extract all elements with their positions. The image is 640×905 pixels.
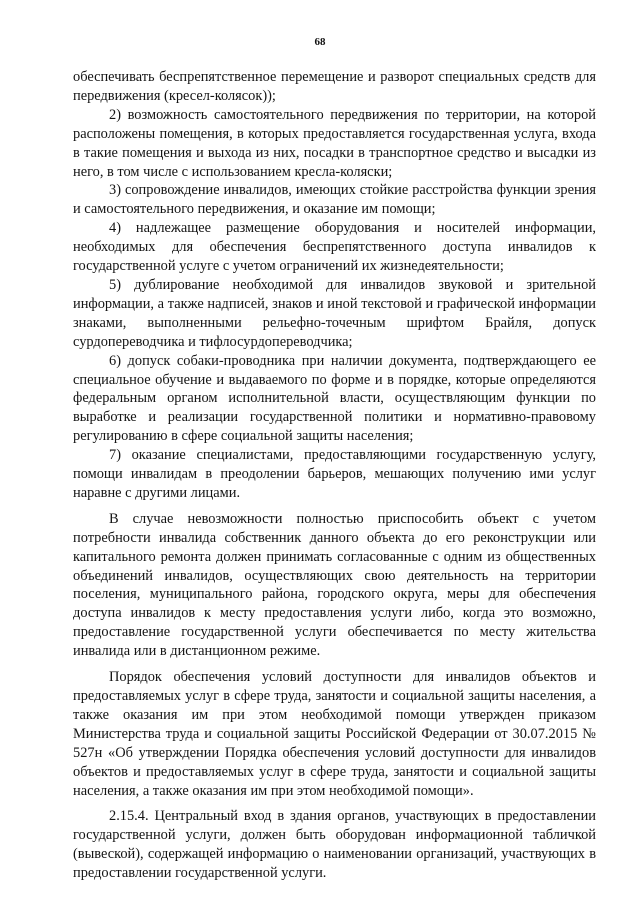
list-item-2: 2) возможность самостоятельного передвижения по территории, на которой расположены помещения, в которых предоставляется государственная услуга, входа в такие помещения и выхода из них, посадки в транспортное средство и высадки из него, в том числе с использованием кресла-коляски; [73, 106, 596, 180]
paragraph-accessibility-order: Порядок обеспечения условий доступности для инвалидов объектов и предоставляемых услуг в сфере труда, занятости и социальной защиты населения, а также оказания им при этом необходимой помощи утвержден приказом Министерства труда и социальной защиты Российской Федерации от 30.07.2015 № 527н «Об утверждении Порядка обеспечения условий доступности для инвалидов объектов и предоставляемых услуг в сфере труда, занятости и социальной защиты населения, а также оказания им при этом необходимой помощи». [73, 669, 596, 799]
list-item-7: 7) оказание специалистами, предоставляющими государственную услугу, помощи инвалидам в преодолении барьеров, мешающих получению ими услуг наравне с другими лицами. [73, 447, 596, 501]
paragraph-reconstruction: В случае невозможности полностью приспособить объект с учетом потребности инвалида собственник данного объекта до его реконструкции или капитального ремонта должен принимать согласованные с одним из общественных объединений инвалидов, осуществляющих свою деятельность на территории поселения, муниципального района, городского округа, меры для обеспечения доступа инвалидов к месту предоставления услуги либо, когда это возможно, предоставление государственной услуги обеспечивается по месту жительства инвалида или в дистанционном режиме. [73, 510, 596, 660]
list-item-3: 3) сопровождение инвалидов, имеющих стойкие расстройства функции зрения и самостоятельного передвижения, и оказание им помощи; [73, 182, 596, 218]
list-item-5: 5) дублирование необходимой для инвалидов звуковой и зрительной информации, а также надписей, знаков и иной текстовой и графической информации знаками, выполненными рельефно-точечным шрифтом Брайля, допуск сурдопереводчика и тифлосурдопереводчика; [73, 276, 596, 350]
list-item-4: 4) надлежащее размещение оборудования и носителей информации, необходимых для обеспечения беспрепятственного доступа инвалидов к государственной услуге с учетом ограничений их жизнедеятельности; [73, 220, 596, 275]
paragraph-2-15-4: 2.15.4. Центральный вход в здания органов, участвующих в предоставлении государственной услуги, должен быть оборудован информационной табличкой (вывеской), содержащей информацию о наименовании организаций, участвующих в предоставлении государственной услуги. [73, 808, 596, 882]
page-number: 68 [314, 36, 326, 48]
list-item-6: 6) допуск собаки-проводника при наличии документа, подтверждающего ее специальное обучение и выдаваемого по форме и в порядке, которые определяются федеральным органом исполнительной власти, осуществляющим функции по выработке и реализации государственной политики и нормативно-правовому регулированию в сфере социальной защиты населения; [73, 352, 596, 445]
document-body [73, 68, 596, 883]
paragraph-continued: обеспечивать беспрепятственное перемещение и разворот специальных средств для передвижения (кресел-колясок)); [73, 69, 596, 104]
